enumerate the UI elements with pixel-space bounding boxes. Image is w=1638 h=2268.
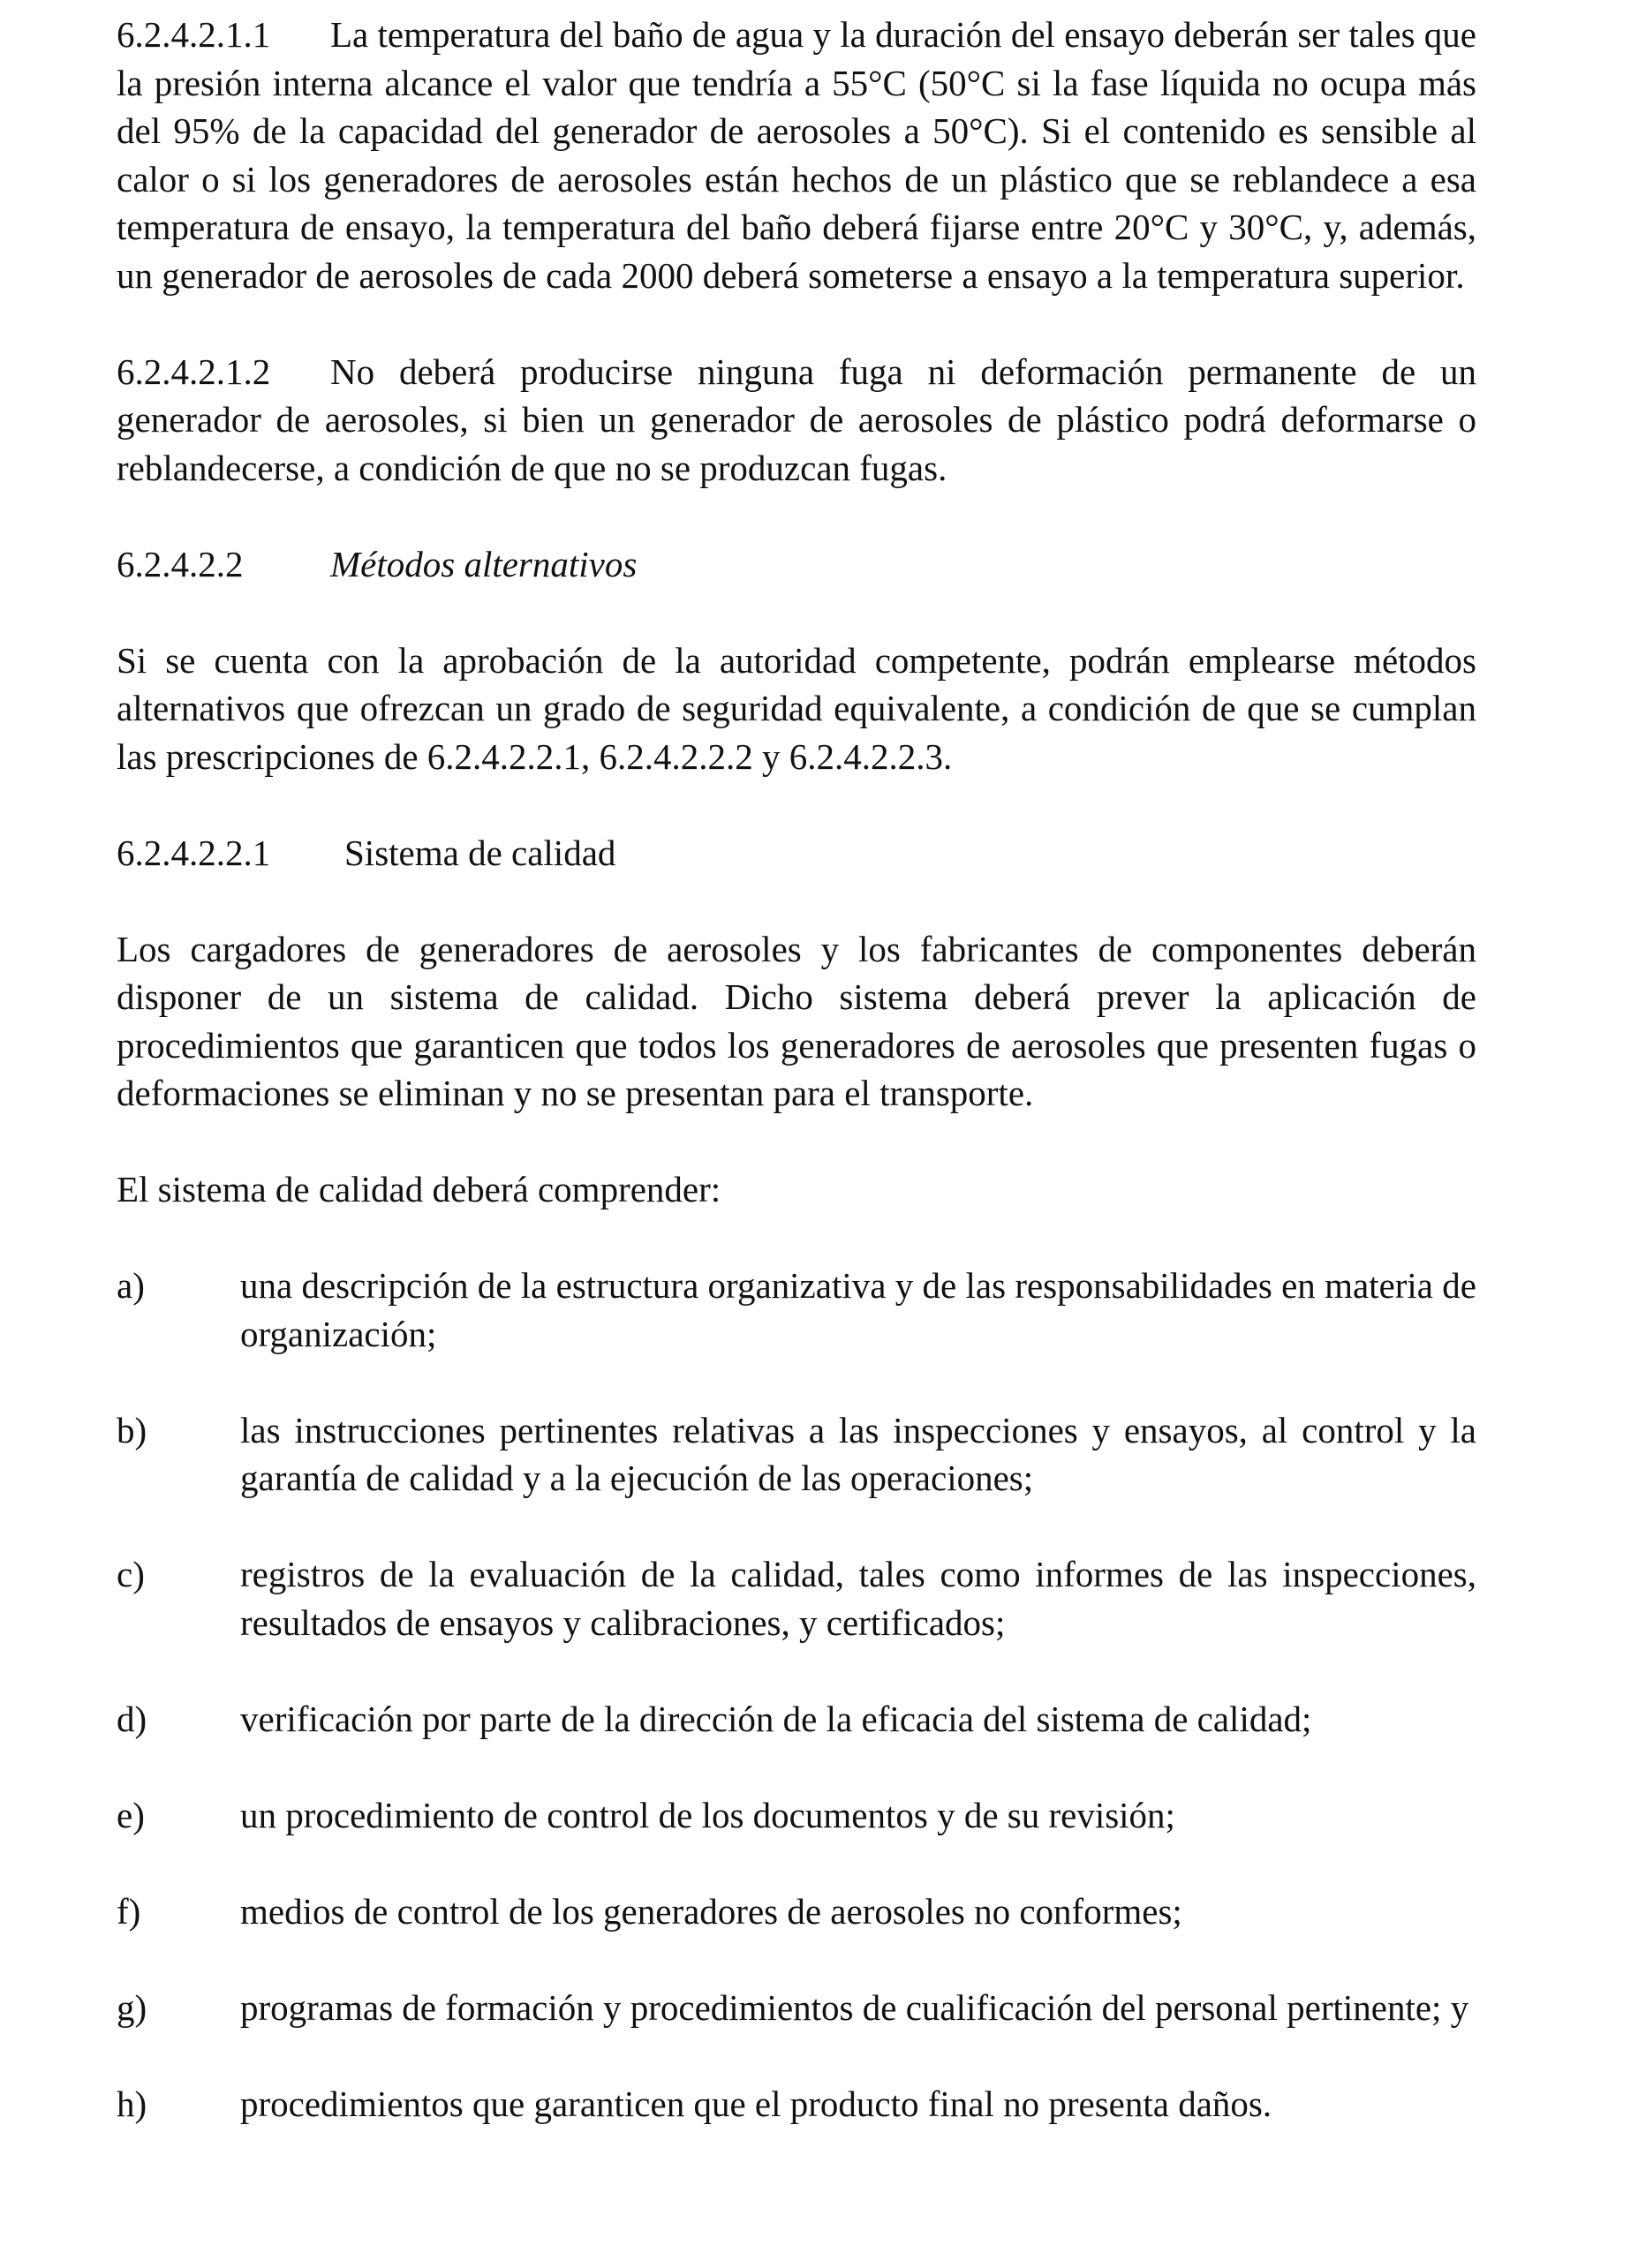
list-item-text: un procedimiento de control de los documentos y de su revisión;: [240, 1794, 1175, 1835]
section-title: Sistema de calidad: [344, 832, 616, 873]
paragraph-cargadores: Los cargadores de generadores de aerosoles y los fabricantes de componentes deberán disponer de un sistema de calidad. Dicho sistema deberá prever la aplicación de procedimientos que garanticen que todos los generadores de aerosoles que presenten fugas o deformaciones se eliminan y no se presentan para el transporte.: [117, 928, 1476, 1113]
paragraph-6-2-4-2-1-2: [117, 348, 1476, 493]
section-number: 6.2.4.2.1.1: [117, 14, 271, 55]
list-item-text: las instrucciones pertinentes relativas a las inspecciones y ensayos, al control y la garantía de calidad y a la ejecución de las operaciones;: [240, 1409, 1476, 1498]
list-item-b: [117, 1406, 1476, 1503]
list-marker: b): [117, 1409, 147, 1450]
section-number: 6.2.4.2.1.2: [117, 350, 271, 392]
list-item-text: registros de la evaluación de la calidad, tales como informes de las inspecciones, resultados de ensayos y calibraciones, y certificados;: [240, 1554, 1476, 1643]
document-page: [117, 11, 1476, 2128]
list-marker: g): [117, 1986, 147, 2028]
list-item-text: procedimientos que garanticen que el producto final no presenta daños.: [240, 2083, 1272, 2124]
paragraph-6-2-4-2-1-1: [117, 11, 1476, 299]
section-number: 6.2.4.2.2: [117, 543, 244, 584]
list-item-text: medios de control de los generadores de aerosoles no conformes;: [240, 1890, 1182, 1932]
list-item-d: [117, 1695, 1476, 1744]
section-number: 6.2.4.2.2.1: [117, 832, 271, 873]
list-marker: d): [117, 1698, 147, 1739]
list-item-text: una descripción de la estructura organizativa y de las responsabilidades en materia de organización;: [240, 1265, 1476, 1354]
list-item-h: [117, 2080, 1476, 2129]
section-title: Métodos alternativos: [330, 543, 638, 584]
paragraph-text: La temperatura del baño de agua y la duración del ensayo deberán ser tales que la presión interna alcance el valor que tendría a 55°C (50°C si la fase líquida no ocupa más del 95% de la capacidad del generador de aerosoles a 50°C). Si el contenido es sensible al calor o si los generadores de aerosoles están hechos de un plástico que se reblandece a esa temperatura de ensayo, la temperatura del baño deberá fijarse entre 20°C y 30°C, y, además, un generador de aerosoles de cada 2000 deberá someterse a ensayo a la temperatura superior.: [117, 14, 1476, 296]
list-marker: a): [117, 1265, 145, 1306]
list-marker: c): [117, 1554, 145, 1594]
heading-metodos-alternativos: [117, 540, 1476, 589]
list-item-c: [117, 1550, 1476, 1646]
list-item-a: [117, 1262, 1476, 1358]
list-item-f: [117, 1887, 1476, 1936]
list-item-e: [117, 1791, 1476, 1840]
requirements-list: [117, 1262, 1476, 2128]
paragraph-list-intro: El sistema de calidad deberá comprender:: [117, 1169, 721, 1209]
list-marker: h): [117, 2083, 147, 2124]
paragraph-aprobacion: Si se cuenta con la aprobación de la autoridad competente, podrán emplearse métodos alternativos que ofrezcan un grado de seguridad equivalente, a condición de que se cumplan las prescripciones de 6.2.4.2.2.1, 6.2.4.2.2.2 y 6.2.4.2.2.3.: [117, 639, 1476, 777]
list-item-text: programas de formación y procedimientos de cualificación del personal pertinente; y: [240, 1986, 1469, 2028]
list-marker: e): [117, 1794, 145, 1835]
heading-sistema-de-calidad: [117, 829, 1476, 878]
list-item-text: verificación por parte de la dirección de la eficacia del sistema de calidad;: [240, 1698, 1312, 1739]
paragraph-text: No deberá producirse ninguna fuga ni deformación permanente de un generador de aerosoles, si bien un generador de aerosoles de plástico podrá deformarse o reblandecerse, a condición de que no se produzcan fugas.: [117, 350, 1476, 488]
list-marker: f): [117, 1890, 141, 1932]
list-item-g: [117, 1984, 1476, 2032]
